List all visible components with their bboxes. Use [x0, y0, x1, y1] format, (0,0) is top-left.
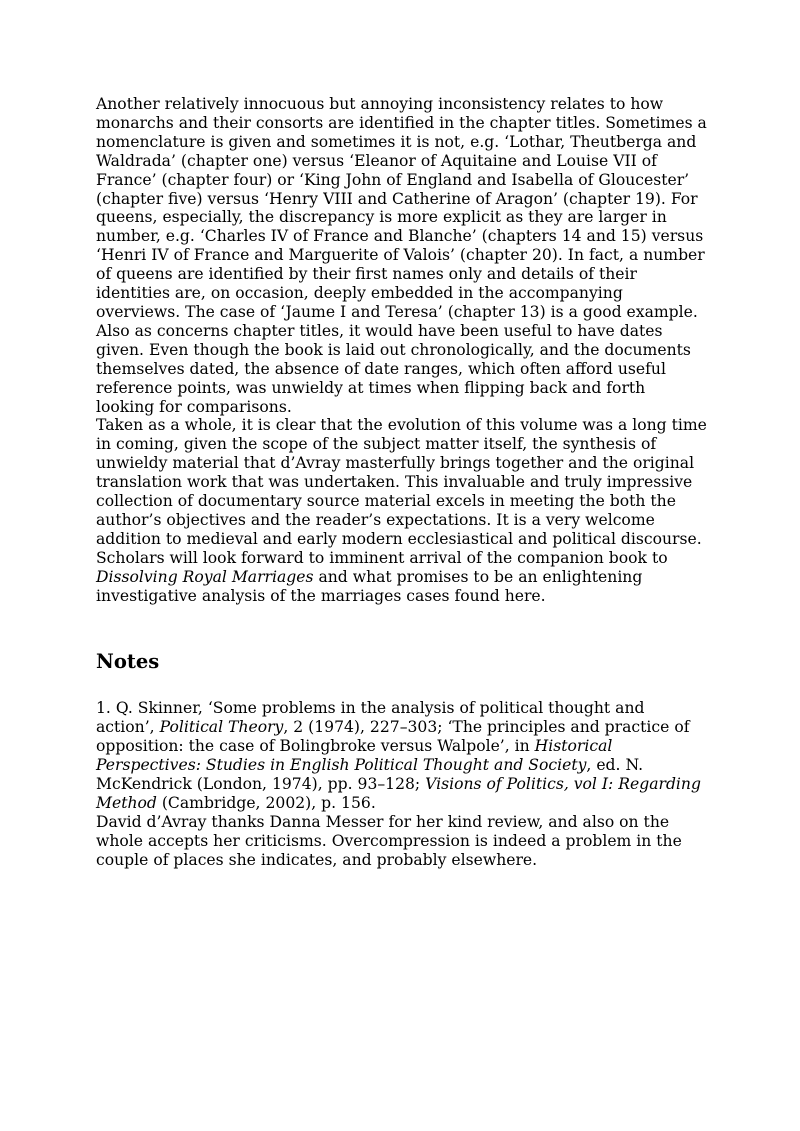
note-1: [96, 699, 708, 812]
note-1-italic-c: Visions of Politics, vol I: Regarding Method: [96, 775, 701, 812]
note-1-text-a: 1. Q. Skinner, ‘Some problems in the analysis of political thought and action’,: [96, 699, 645, 737]
note-1-text-d: (Cambridge, 2002), p. 156.: [156, 794, 376, 812]
note-1-italic-b: Historical Perspectives: Studies in English Political Thought and Society: [96, 737, 613, 775]
book-title-italic: Dissolving Royal Marriages: [96, 567, 314, 586]
note-1-italic-a: Political Theory: [159, 718, 284, 737]
note-2: David d’Avray thanks Danna Messer for her kind review, and also on the whole accepts her criticisms. Overcompression is indeed a problem in the couple of places she indicates, and probably elsewhere.: [96, 812, 682, 869]
body-paragraph-2-text-b: and what promises to be an enlightening investigative analysis of the marriages cases found here.: [96, 567, 643, 605]
note-1-text-c: , ed. N. McKendrick (London, 1974), pp. 93–128;: [96, 756, 644, 794]
notes-heading: Notes: [96, 650, 160, 674]
body-paragraph-1: Another relatively innocuous but annoying inconsistency relates to how monarchs and their consorts are identified in the chapter titles. Sometimes a nomenclature is given and sometimes it is not, e.g. ‘Lothar, Theutberga and Waldrada’ (chapter one) versus ‘Eleanor of Aquitaine and Louise VII of France’ (chapter four) or ‘King John of England and Isabella of Gloucester’ (chapter five) versus ‘Henry VIII and Catherine of Aragon’ (chapter 19). For queens, especially, the discrepancy is more explicit as they are larger in number, e.g. ‘Charles IV of France and Blanche’ (chapters 14 and 15) versus ‘Henri IV of France and Marguerite of Valois’ (chapter 20). In fact, a number of queens are identified by their first names only and details of their identities are, on occasion, deeply embedded in the accompanying overviews. The case of ‘Jaume I and Teresa’ (chapter 13) is a good example. Also as concerns chapter titles, it would have been useful to have dates given. Even though the book is laid out chronologically, and the documents themselves dated, the absence of date ranges, which often afford useful reference points, was unwieldy at times when flipping back and forth looking for comparisons.: [96, 95, 707, 416]
body-paragraph-2: [96, 416, 708, 605]
note-1-text-b: , 2 (1974), 227–303; ‘The principles and practice of opposition: the case of Bolingbroke versus Walpole’, in: [96, 718, 690, 756]
document-page: [96, 95, 708, 870]
body-paragraph-2-text-a: Taken as a whole, it is clear that the evolution of this volume was a long time in coming, given the scope of the subject matter itself, the synthesis of unwieldy material that d’Avray masterfully brings together and the original translation work that was undertaken. This invaluable and truly impressive collection of documentary source material excels in meeting the both the author’s objectives and the reader’s expectations. It is a very welcome addition to medieval and early modern ecclesiastical and political discourse. Scholars will look forward to imminent arrival of the companion book to: [96, 416, 707, 567]
